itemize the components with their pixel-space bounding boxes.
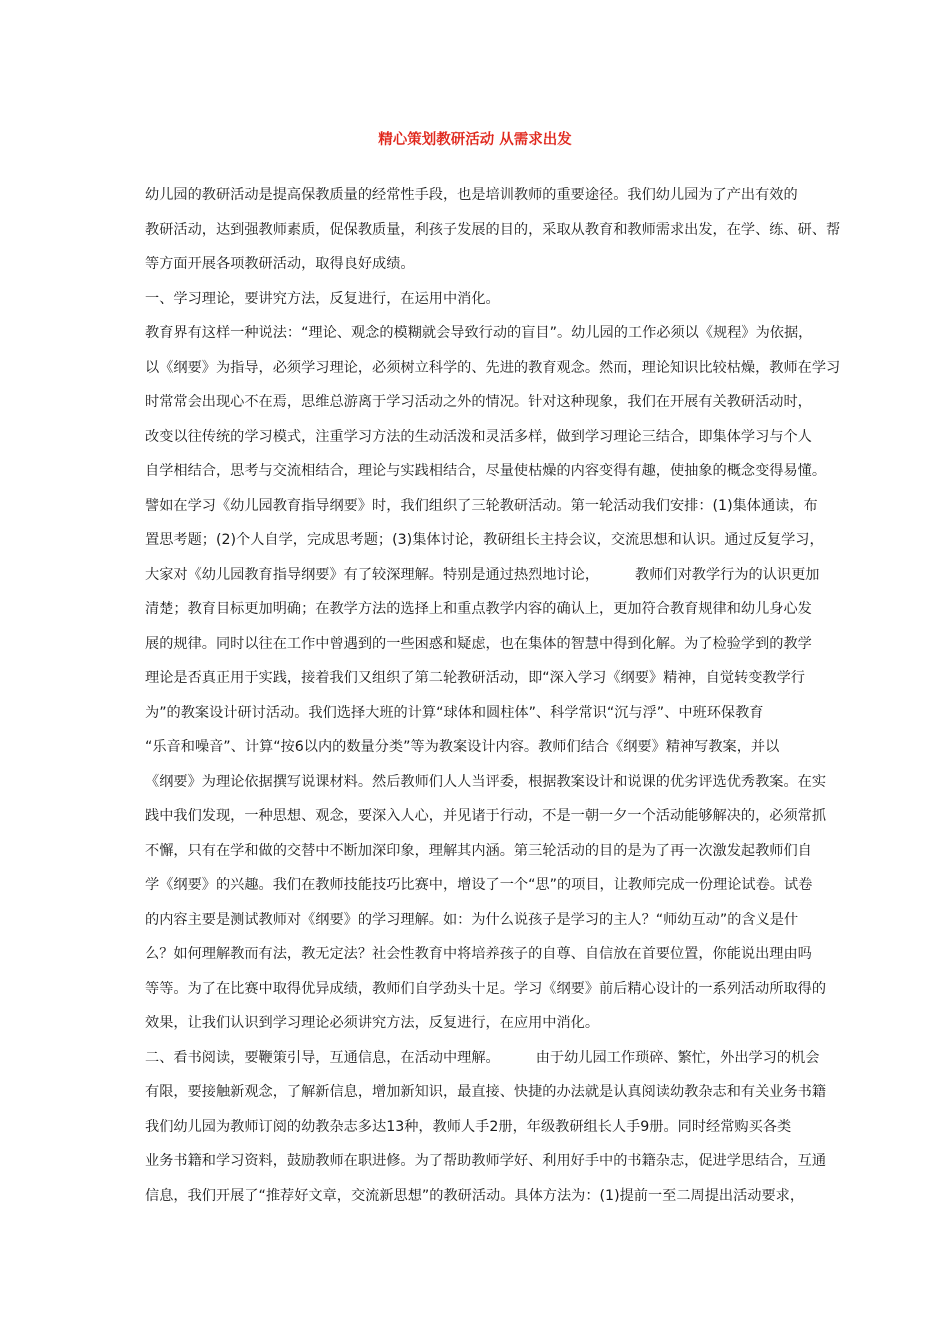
paragraph-line: 清楚；教育目标更加明确；在教学方法的选择上和重点教学内容的确认上，更加符合教育规律和幼儿身心发 (145, 601, 812, 617)
line-segment: 大家对《幼儿园教育指导纲要》有了较深理解。特别是通过热烈地讨论， (145, 566, 600, 583)
paragraph-line: 教育界有这样一种说法：“理论、观念的模糊就会导致行动的盲目”。幼儿园的工作必须以《规程》为依据， (145, 325, 813, 341)
paragraph-line: 有限，要接触新观念，了解新信息，增加新知识，最直接、快捷的办法就是认真阅读幼教杂志和有关业务书籍 (145, 1084, 827, 1100)
paragraph-line: 学《纲要》的兴趣。我们在教师技能技巧比赛中，增设了一个“思”的项目，让教师完成一份理论试卷。试卷 (145, 877, 813, 893)
paragraph-line: 么？如何理解教而有法，教无定法？社会性教育中将培养孩子的自尊、自信放在首要位置，你能说出理由吗 (145, 946, 812, 962)
section-heading: 一、学习理论，要讲究方法，反复进行，在运用中消化。 (145, 290, 500, 307)
paragraph-line: 自学相结合，思考与交流相结合，理论与实践相结合，尽量使枯燥的内容变得有趣，使抽象的概念变得易懂。 (145, 463, 827, 479)
section-heading-split (145, 1041, 820, 1076)
paragraph-line: 践中我们发现，一种思想、观念，要深入人心，并见诸于行动，不是一朝一夕一个活动能够解决的，必须常抓 (145, 808, 827, 824)
paragraph-line: 业务书籍和学习资料，鼓励教师在职进修。为了帮助教师学好、利用好手中的书籍杂志，促进学思结合，互通 (145, 1153, 827, 1169)
paragraph-line: 我们幼儿园为教师订阅的幼教杂志多达13种，教师人手2册，年级教研组长人手9册。同时经常购买各类 (145, 1118, 792, 1135)
paragraph-line: 等等。为了在比赛中取得优异成绩，教师们自学劲头十足。学习《纲要》前后精心设计的一系列活动所取得的 (145, 980, 827, 997)
paragraph-line: 时常常会出现心不在焉，思维总游离于学习活动之外的情况。针对这种现象，我们在开展有关教研活动时， (145, 394, 812, 410)
paragraph-line: 不懈，只有在学和做的交替中不断加深印象，理解其内涵。第三轮活动的目的是为了再一次激发起教师们自 (145, 842, 812, 859)
paragraph-line: 的内容主要是测试教师对《纲要》的学习理解。如：为什么说孩子是学习的主人？“师幼互动”的含义是什 (145, 911, 799, 928)
paragraph-line: 效果，让我们认识到学习理论必须讲究方法，反复进行，在应用中消化。 (145, 1015, 600, 1031)
paragraph-line: 为”的教案设计研讨活动。我们选择大班的计算“球体和圆柱体”、科学常识“沉与浮”、中班环保教育 (145, 704, 764, 721)
paragraph-line: 置思考题；(2)个人自学，完成思考题；(3)集体讨论，教研组长主持会议，交流思想和认识。通过反复学习， (145, 532, 824, 548)
document-body (145, 178, 841, 1213)
line-segment: 由于幼儿园工作琐碎、繁忙，外出学习的机会 (535, 1049, 820, 1066)
paragraph-line: 理论是否真正用于实践，接着我们又组织了第二轮教研活动，即“深入学习《纲要》精神，自觉转变教学行 (145, 670, 805, 686)
paragraph-line-split (145, 558, 820, 593)
paragraph-line: “乐音和噪音”、计算“按6以内的数量分类”等为教案设计内容。教师们结合《纲要》精神写教案，并以 (145, 739, 780, 755)
paragraph-line: 幼儿园的教研活动是提高保教质量的经常性手段，也是培训教师的重要途径。我们幼儿园为了产出有效的 (145, 187, 798, 203)
paragraph-line: 教研活动，达到强教师素质，促保教质量，利孩子发展的目的，采取从教育和教师需求出发，在学、练、研、帮 (145, 221, 841, 238)
paragraph-line: 等方面开展各项教研活动，取得良好成绩。 (145, 256, 415, 272)
paragraph-line: 譬如在学习《幼儿园教育指导纲要》时，我们组织了三轮教研活动。第一轮活动我们安排：(1)集体通读，布 (145, 497, 818, 514)
paragraph-line: 展的规律。同时以往在工作中曾遇到的一些困惑和疑虑，也在集体的智慧中得到化解。为了检验学到的教学 (145, 635, 812, 652)
line-segment: 二、看书阅读，要鞭策引导，互通信息，在活动中理解。 (145, 1049, 500, 1066)
paragraph-line: 改变以往传统的学习模式，注重学习方法的生动活泼和灵活多样，做到学习理论三结合，即集体学习与个人 (145, 428, 812, 445)
line-segment: 教师们对教学行为的认识更加 (635, 566, 820, 583)
paragraph-line: 《纲要》为理论依据撰写说课材料。然后教师们人人当评委，根据教案设计和说课的优劣评选优秀教案。在实 (145, 773, 827, 790)
document-title: 精心策划教研活动 从需求出发 (378, 132, 572, 148)
paragraph-line: 以《纲要》为指导，必须学习理论，必须树立科学的、先进的教育观念。然而，理论知识比较枯燥，教师在学习 (145, 359, 841, 376)
paragraph-line: 信息，我们开展了“推荐好文章，交流新思想”的教研活动。具体方法为：(1)提前一至二周提出活动要求， (145, 1187, 805, 1204)
